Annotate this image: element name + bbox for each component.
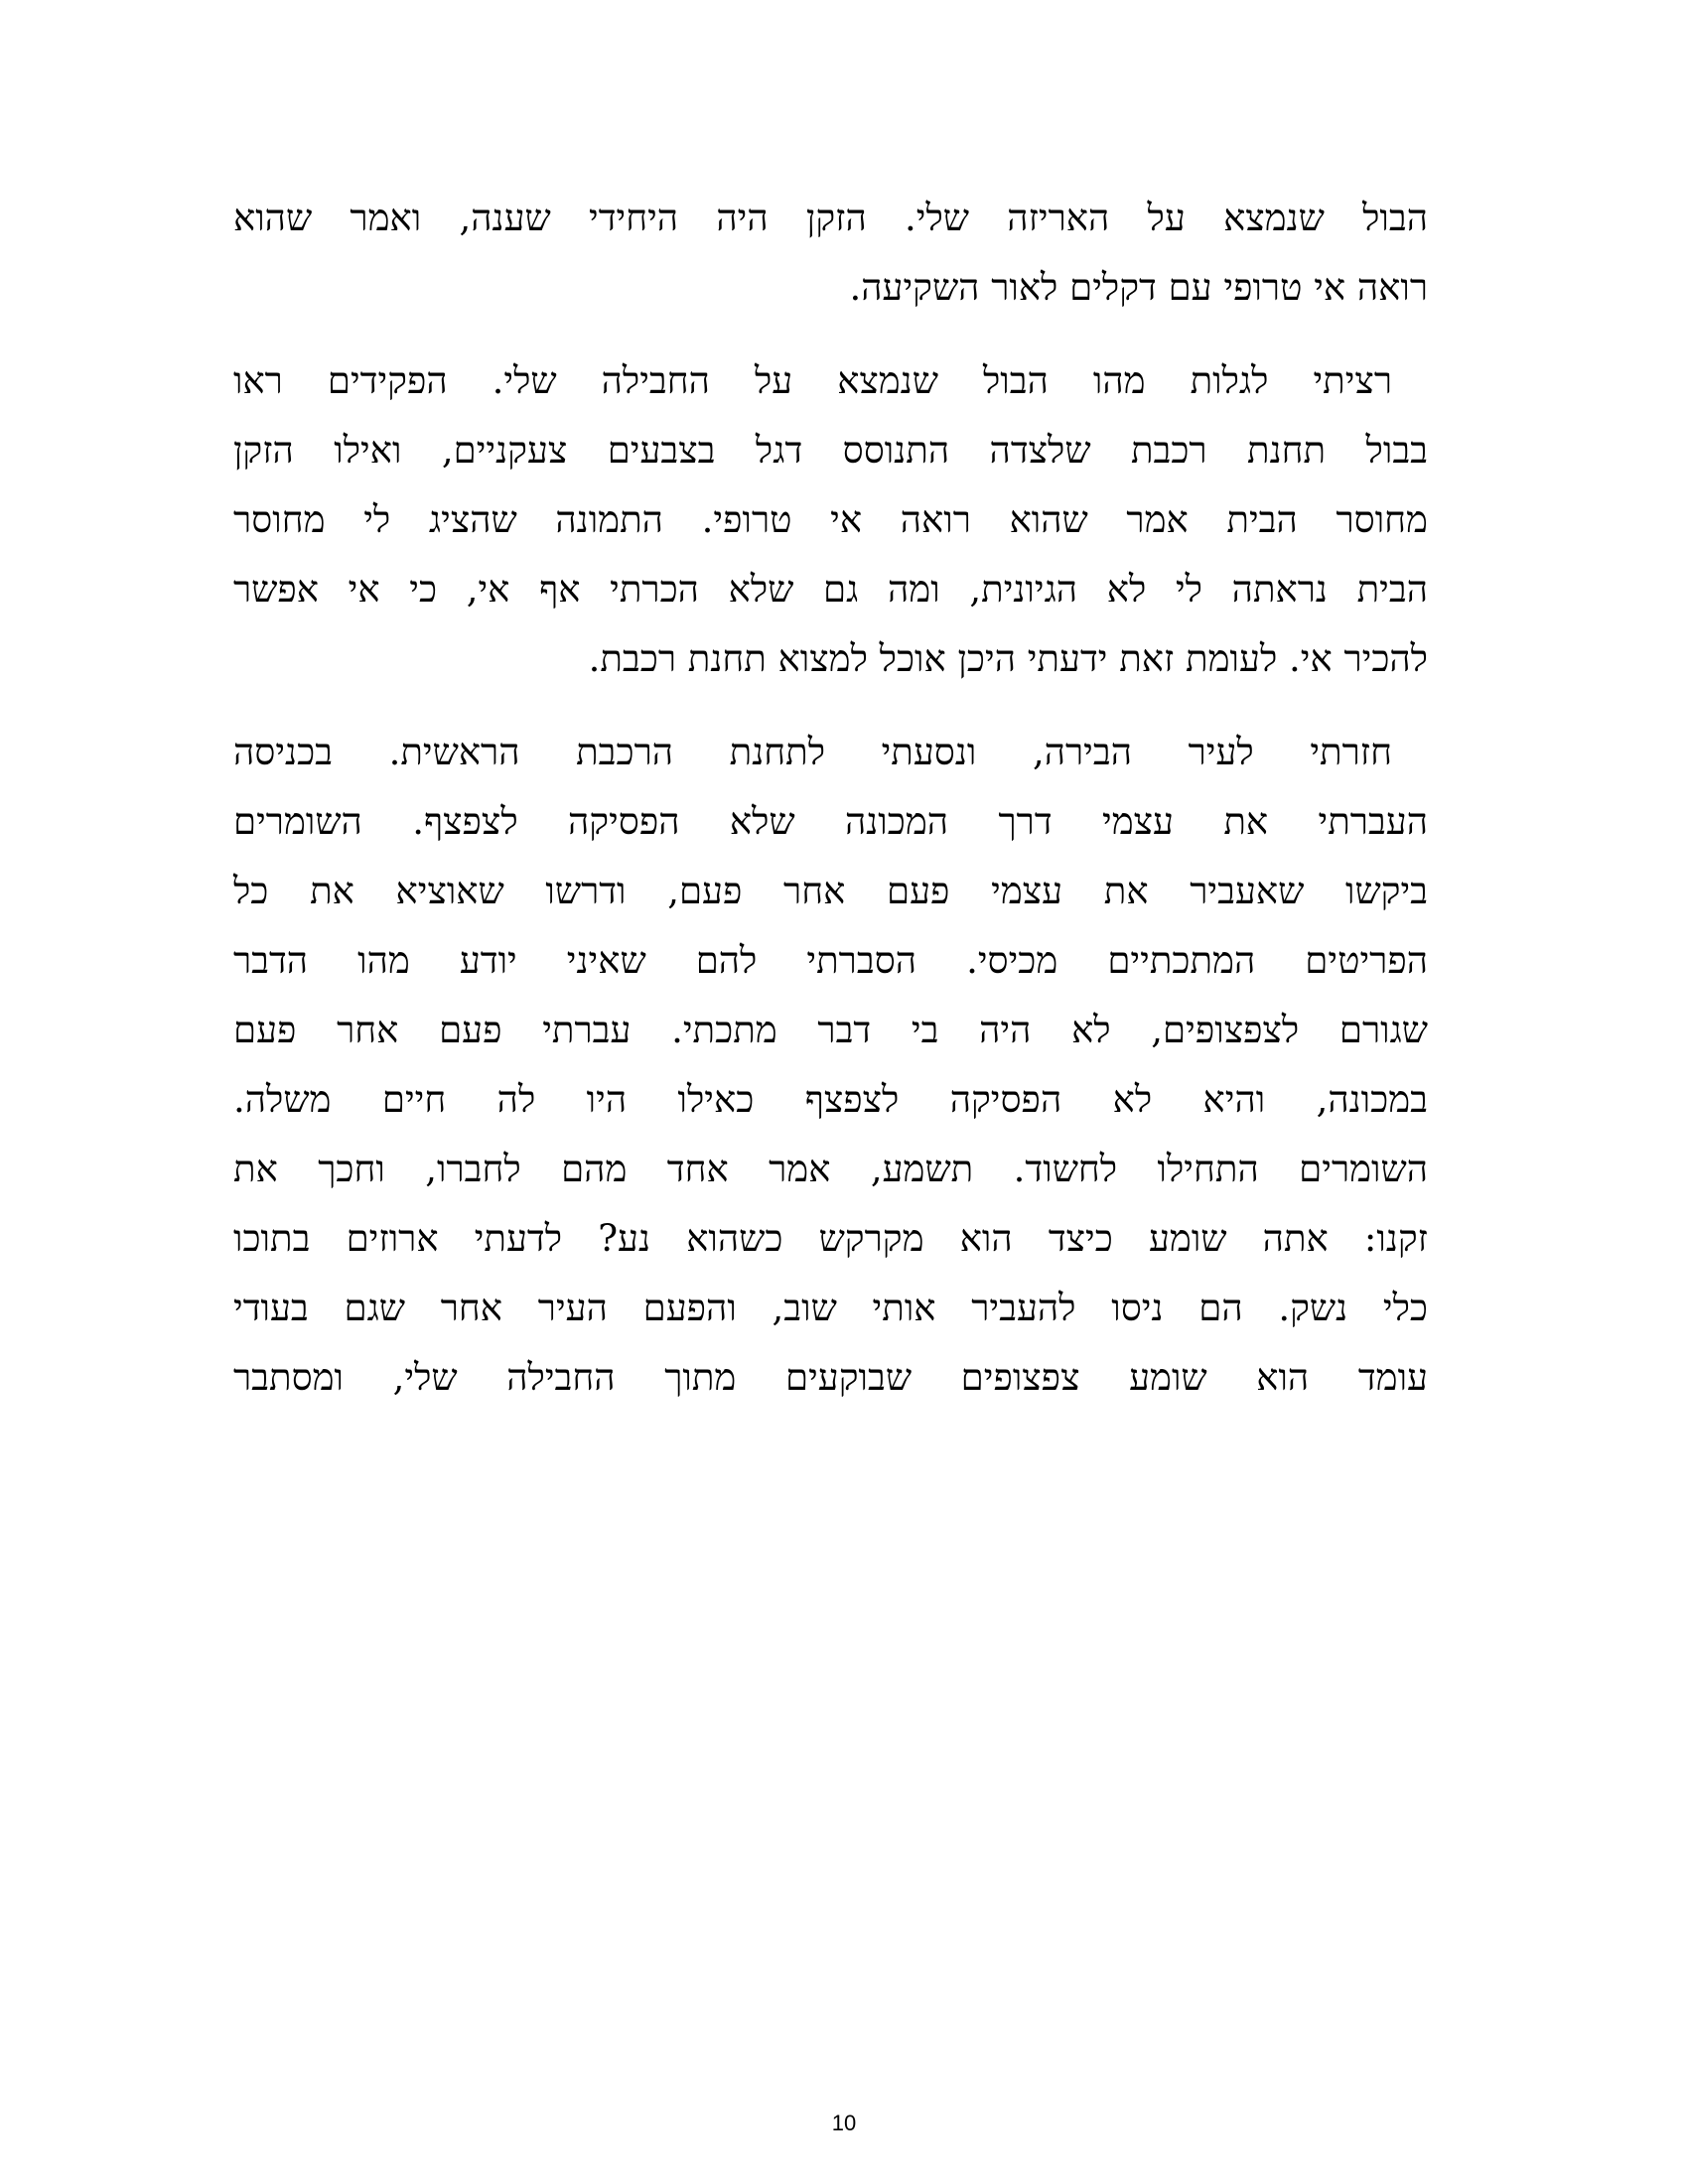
text-line: רציתי לגלות מהו הבול שנמצא על החבילה שלי. הפקידים ראו [233, 359, 1392, 402]
text-line: חזרתי לעיר הבירה, ונסעתי לתחנת הרכבת הראשית. בכניסה [233, 731, 1392, 773]
text-line: השומרים התחילו לחשוד. תשמע, אמר אחד מהם לחברו, וחכך את [233, 1148, 1428, 1190]
paragraph [233, 718, 1428, 1413]
paragraph [233, 184, 1428, 323]
text-line: ביקשו שאעביר את עצמי פעם אחר פעם, ודרשו שאוציא את כל [233, 870, 1428, 912]
text-line: זקנו: אתה שומע כיצד הוא מקרקש כשהוא נע? לדעתי ארוזים בתוכו [233, 1217, 1428, 1260]
text-line: להכיר אי. לעומת זאת ידעתי היכן אוכל למצוא תחנת רכבת. [588, 637, 1428, 680]
text-line: כלי נשק. הם ניסו להעביר אותי שוב, והפעם העיר אחר שגם בעודי [233, 1287, 1428, 1329]
text-line: בבול תחנת רכבת שלצדה התנוסס דגל בצבעים צעקניים, ואילו הזקן [233, 429, 1428, 472]
text-line: העברתי את עצמי דרך המכונה שלא הפסיקה לצפצף. השומרים [233, 800, 1428, 843]
text-line: במכונה, והיא לא הפסיקה לצפצף כאילו היו לה חיים משלה. [233, 1078, 1428, 1121]
text-line: מחוסר הבית אמר שהוא רואה אי טרופי. התמונה שהציג לי מחוסר [233, 498, 1428, 541]
text-line: שגורם לצפצופים, לא היה בי דבר מתכתי. עברתי פעם אחר פעם [233, 1009, 1428, 1051]
text-line: עומד הוא שומע צפצופים שבוקעים מתוך החבילה שלי, ומסתבר [233, 1356, 1428, 1399]
page-number: 10 [831, 2111, 857, 2135]
text-line: הבול שנמצא על האריזה שלי. הזקן היה היחידי שענה, ואמר שהוא [233, 197, 1428, 239]
text-line: רואה אי טרופי עם דקלים לאור השקיעה. [849, 266, 1428, 309]
text-line: הבית נראתה לי לא הגיונית, ומה גם שלא הכרתי אף אי, כי אי אפשר [233, 568, 1428, 611]
paragraph [233, 346, 1428, 694]
text-line: הפריטים המתכתיים מכיסי. הסברתי להם שאיני יודע מהו הדבר [233, 939, 1428, 982]
body-text [233, 184, 1428, 1436]
